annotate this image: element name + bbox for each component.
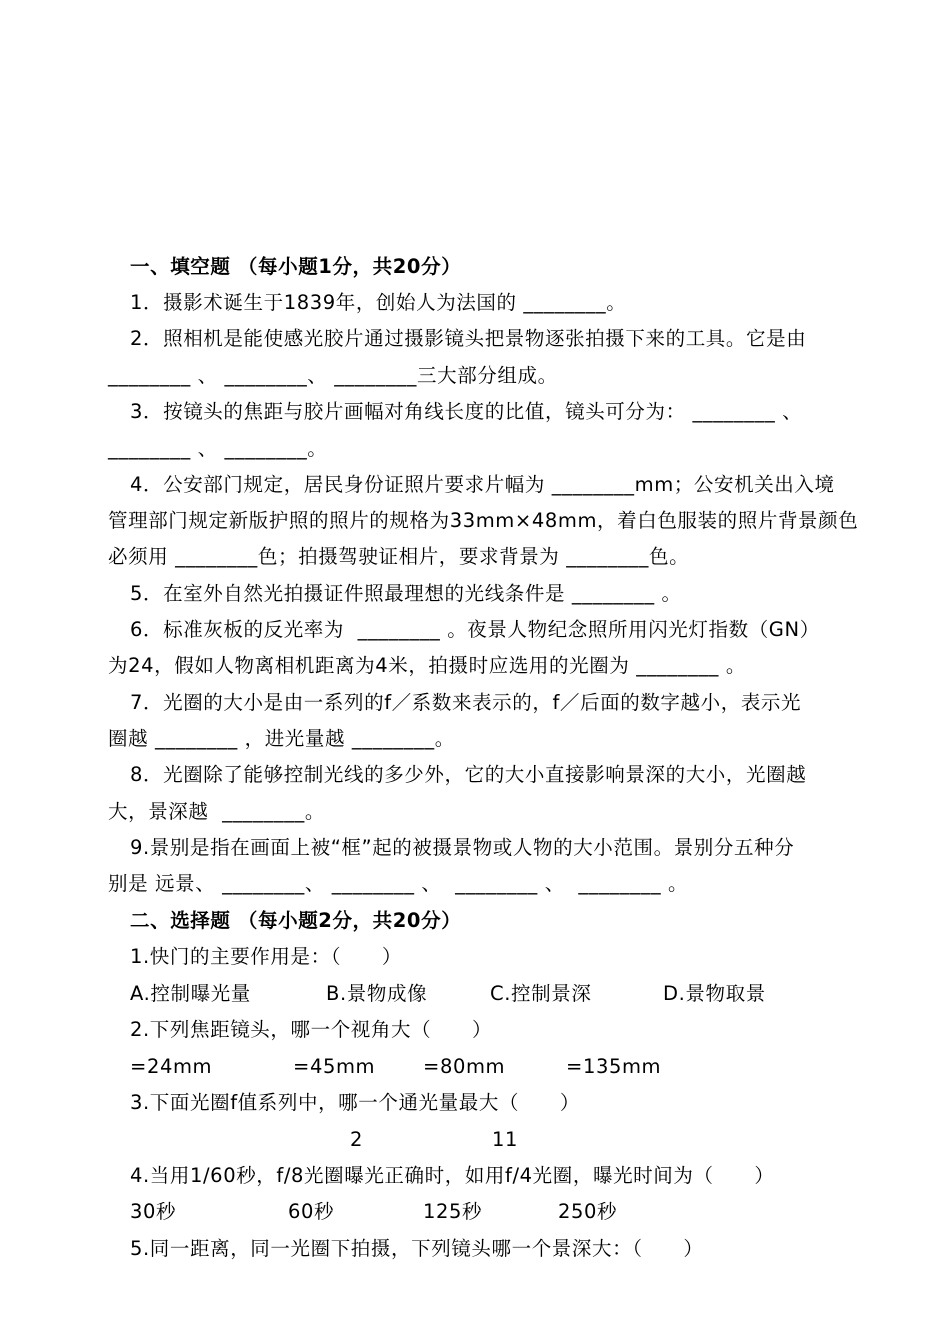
q2-fill-line-1: 2．照相机是能使感光胶片通过摄影镜头把景物逐张拍摄下来的工具。它是由 xyxy=(130,327,807,350)
choice-q4-option-d: 250秒 xyxy=(558,1200,618,1223)
q6-fill-line-1: 6．标准灰板的反光率为 ________ 。夜景人物纪念照所用闪光灯指数（GN） xyxy=(130,618,820,641)
choice-q4-option-a: 30秒 xyxy=(130,1200,177,1223)
choice-q2-option-b: =45mm xyxy=(293,1055,376,1078)
q4-fill-line-2: 管理部门规定新版护照的照片的规格为33mm×48mm，着白色服装的照片背景颜色 xyxy=(108,509,859,532)
q8-fill-line-1: 8．光圈除了能够控制光线的多少外，它的大小直接影响景深的大小，光圈越 xyxy=(130,763,807,786)
section1-heading: 一、填空题 （每小题1分，共20分） xyxy=(130,255,462,278)
choice-q3-stem: 3.下面光圈f值系列中，哪一个通光量最大（ ） xyxy=(130,1091,580,1114)
choice-q2-option-d: =135mm xyxy=(566,1055,662,1078)
q7-fill-line-1: 7．光圈的大小是由一系列的f／系数来表示的，f／后面的数字越小，表示光 xyxy=(130,691,802,714)
q7-fill-line-2: 圈越 ________ ，进光量越 ________。 xyxy=(108,727,455,750)
q9-fill-line-2: 别是 远景、 ________、 ________ 、 ________ 、 ________ 。 xyxy=(108,872,689,895)
choice-q1-option-b: B.景物成像 xyxy=(326,982,428,1005)
q6-fill-line-2: 为24，假如人物离相机距离为4米，拍摄时应选用的光圈为 ________ 。 xyxy=(108,654,746,677)
choice-q1-option-c: C.控制景深 xyxy=(490,982,592,1005)
choice-q1-option-a: A.控制曝光量 xyxy=(130,982,251,1005)
choice-q3-option-a: 2 xyxy=(350,1128,364,1151)
q2-fill-line-2: ________ 、 ________、 ________三大部分组成。 xyxy=(108,364,558,387)
q3-fill-line-1: 3．按镜头的焦距与胶片画幅对角线长度的比值，镜头可分为： ________ 、 xyxy=(130,400,803,423)
choice-q2-stem: 2.下列焦距镜头，哪一个视角大（ ） xyxy=(130,1018,493,1041)
choice-q2-option-c: =80mm xyxy=(423,1055,506,1078)
q8-fill-line-2: 大，景深越 ________。 xyxy=(108,800,325,823)
q1-fill-line: 1．摄影术诞生于1839年，创始人为法国的 ________。 xyxy=(130,291,627,314)
q9-fill-line-1: 9.景别是指在画面上被“框”起的被摄景物或人物的大小范围。景别分五种分 xyxy=(130,836,795,859)
q5-fill-line: 5．在室外自然光拍摄证件照最理想的光线条件是 ________ 。 xyxy=(130,582,682,605)
q4-fill-line-3: 必须用 ________色；拍摄驾驶证相片，要求背景为 ________色。 xyxy=(108,545,690,568)
choice-q4-option-c: 125秒 xyxy=(423,1200,483,1223)
section2-heading: 二、选择题 （每小题2分，共20分） xyxy=(130,909,462,932)
choice-q2-option-a: =24mm xyxy=(130,1055,213,1078)
choice-q4-option-b: 60秒 xyxy=(288,1200,335,1223)
q3-fill-line-2: ________ 、 ________。 xyxy=(108,437,328,460)
choice-q1-option-d: D.景物取景 xyxy=(663,982,766,1005)
q4-fill-line-1: 4．公安部门规定，居民身份证照片要求片幅为 ________mm；公安机关出入境 xyxy=(130,473,835,496)
choice-q3-option-b: 11 xyxy=(492,1128,519,1151)
choice-q5-stem: 5.同一距离，同一光圈下拍摄，下列镜头哪一个景深大：（ ） xyxy=(130,1237,704,1260)
choice-q1-stem: 1.快门的主要作用是：（ ） xyxy=(130,945,402,968)
choice-q4-stem: 4.当用1/60秒，f/8光圈曝光正确时，如用f/4光圈，曝光时间为（ ） xyxy=(130,1164,775,1187)
